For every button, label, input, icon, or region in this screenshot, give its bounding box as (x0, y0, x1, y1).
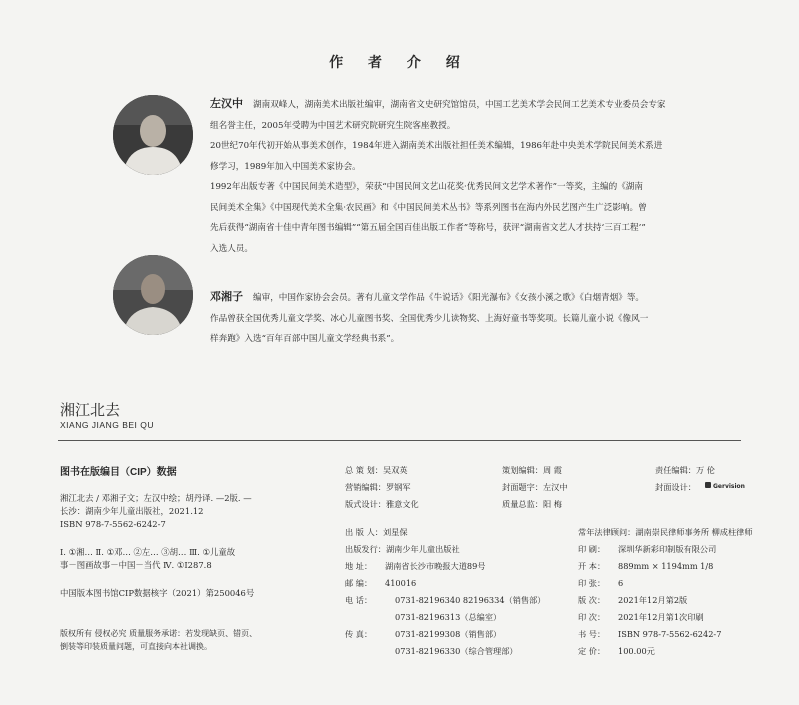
logo-icon (705, 482, 711, 488)
book-title: 湘江北去 (60, 402, 121, 419)
publisher-logo: Gervision (705, 482, 745, 490)
divider (58, 440, 741, 441)
portrait-icon (113, 95, 193, 175)
credit-planner: 总 策 划：吴双英 (345, 465, 408, 475)
rights-notice: 版权所有 侵权必究 质量服务承诺：若发现缺页、错页、 倒装等印装质量问题，可直接向本社调换。 (60, 629, 258, 651)
cip-heading: 图书在版编目（CIP）数据 (60, 467, 177, 478)
credit-marketing: 营销编辑：罗钢军 (345, 482, 411, 492)
credit-quality: 质量总监：阳 梅 (502, 499, 562, 509)
author-name: 左汉中 (210, 97, 243, 110)
book-pinyin: XIANG JIANG BEI QU (60, 420, 155, 430)
credit-cover-design: 封面设计： (655, 482, 696, 492)
credit-layout: 版式设计：雅意文化 (345, 499, 419, 509)
credit-cover-title: 封面题字：左汉中 (502, 482, 568, 492)
credit-planning-editor: 策划编辑：周 霞 (502, 465, 562, 475)
credit-editor: 责任编辑：万 伦 (655, 465, 715, 475)
author-photo-zuo (113, 95, 193, 175)
author-bio-zuo: 左汉中 湖南双峰人，湖南美术出版社编审，湖南省文史研究馆馆员，中国工艺美术学会民间工艺美术专业委员会专家 组名誉主任，2005年受聘为中国艺术研究院研究生院客座教授。 20世纪70年代初开始从事美术创作，1984年进入湖南美术出版社担任美术编辑，1986年赴中央美术学院民间美术系进 修学习，1989年加入中国美术家协会。 1992年出版专著《中国民间美术造型》，荣获“中国民间文艺山花奖·优秀民间文艺学术著作”一等奖，主编的《湖南 民间美术全集》《中国现代美术全集·农民画》和《中国民间美术丛书》等系列图书在海内外民艺图产生广泛影响。曾 先后获得“湖南省十佳中青年图书编辑”“第五届全国百佳出版工作者”等称号，获评“湖南省文艺人才扶持‘三百工程’” 入选人员。 (210, 97, 666, 254)
author-name: 邓湘子 (210, 290, 243, 303)
page-title: 作 者 介 绍 (329, 55, 470, 71)
portrait-icon (113, 255, 193, 335)
cip-data: 湘江北去 / 邓湘子文；左汉中绘；胡丹译. —2版. — 长沙：湖南少年儿童出版社，2021.12 ISBN 978-7-5562-6242-7 Ⅰ. ①湘… Ⅱ. ①邓… ②左… ③胡… Ⅲ. ①儿童故 事－图画故事－中国－当代 Ⅳ. ①I287.8 中国版本图书馆CIP数据核字（2021）第250046号 (60, 493, 255, 598)
author-photo-deng (113, 255, 193, 335)
author-bio-deng: 邓湘子 编审，中国作家协会会员。著有儿童文学作品《牛说话》《阳光瀑布》《女孩小溪之歌》《白烟青烟》等。 作品曾获全国优秀儿童文学奖、冰心儿童图书奖、全国优秀少儿读物奖、上海好童书等奖项。长篇儿童小说《像风一 样奔跑》入选“百年百部中国儿童文学经典书系”。 (210, 290, 649, 344)
